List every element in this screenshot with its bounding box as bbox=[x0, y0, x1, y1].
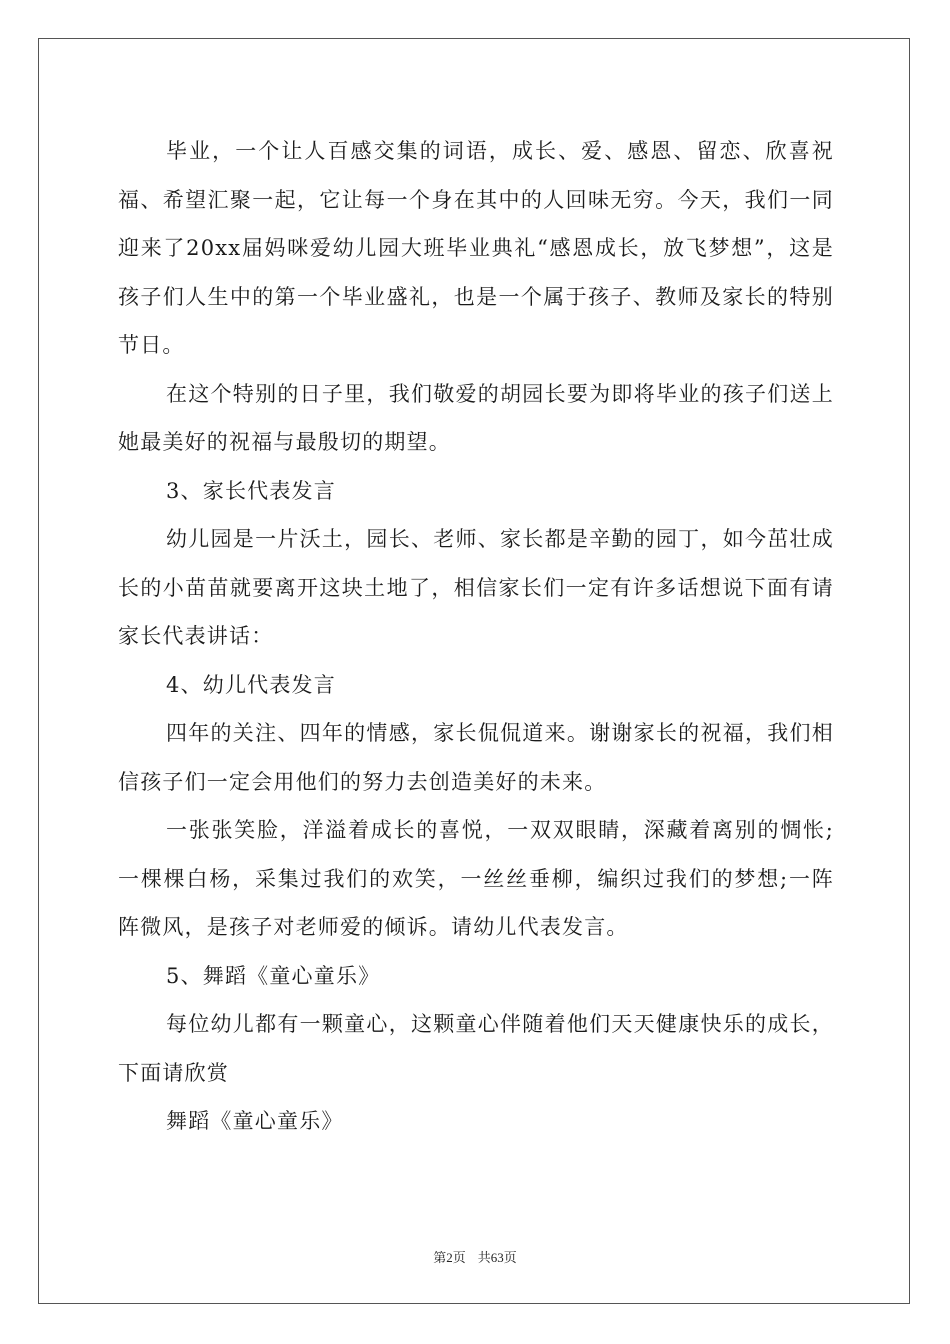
paragraph-parent-speech: 幼儿园是一片沃土，园长、老师、家长都是辛勤的园丁，如今茁壮成长的小苗苗就要离开这块土地了，相信家长们一定有许多话想说下面有请家长代表讲话： bbox=[118, 527, 834, 648]
section-heading-parent-speech: 3、家长代表发言 bbox=[166, 478, 336, 503]
current-page-number: 第2页 bbox=[433, 1250, 466, 1265]
paragraph-dance-intro: 每位幼儿都有一颗童心，这颗童心伴随着他们天天健康快乐的成长，下面请欣赏 bbox=[118, 1012, 834, 1085]
paragraph-child-speech: 一张张笑脸，洋溢着成长的喜悦，一双双眼睛，深藏着离别的惆怅;一棵棵白杨，采集过我们的欢笑，一丝丝垂柳，编织过我们的梦想;一阵阵微风，是孩子对老师爱的倾诉。请幼儿代表发言。 bbox=[118, 818, 834, 939]
paragraph-intro: 毕业，一个让人百感交集的词语，成长、爱、感恩、留恋、欣喜祝福、希望汇聚一起，它让每一个身在其中的人回味无穷。今天，我们一同迎来了20xx届妈咪爱幼儿园大班毕业典礼“感恩成长，放飞梦想”，这是孩子们人生中的第一个毕业盛礼，也是一个属于孩子、教师及家长的特别节日。 bbox=[118, 139, 834, 357]
paragraph-thanks-parents: 四年的关注、四年的情感，家长侃侃道来。谢谢家长的祝福，我们相信孩子们一定会用他们的努力去创造美好的未来。 bbox=[118, 721, 834, 794]
paragraph-principal-blessing: 在这个特别的日子里，我们敬爱的胡园长要为即将毕业的孩子们送上她最美好的祝福与最殷切的期望。 bbox=[118, 381, 834, 454]
document-body bbox=[118, 127, 834, 1146]
section-heading-child-speech: 4、幼儿代表发言 bbox=[166, 672, 336, 697]
total-page-count: 共63页 bbox=[477, 1250, 517, 1265]
paragraph-dance-title: 舞蹈《童心童乐》 bbox=[166, 1109, 344, 1133]
page-footer bbox=[0, 1247, 950, 1266]
section-heading-dance: 5、舞蹈《童心童乐》 bbox=[166, 963, 381, 988]
